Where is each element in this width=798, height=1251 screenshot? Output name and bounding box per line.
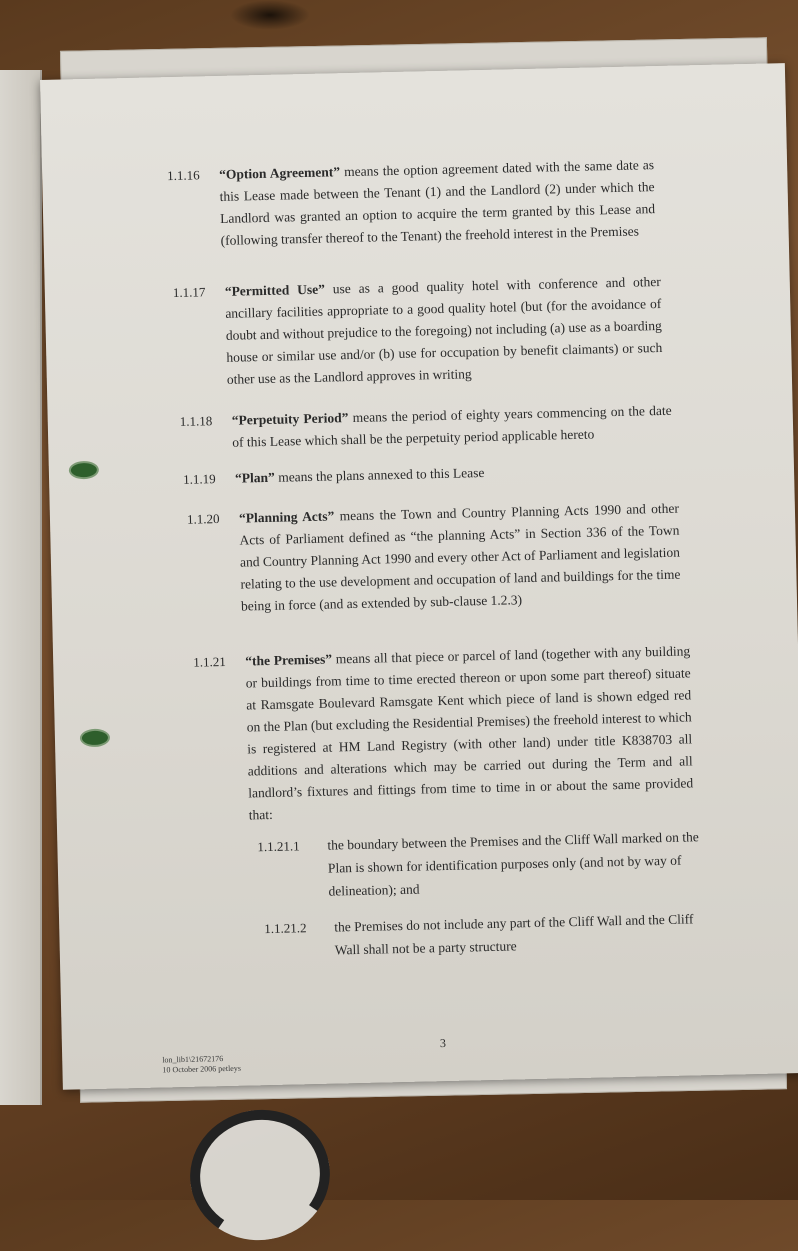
clause-number: 1.1.18 [179,413,213,429]
subclause-text: the Premises do not include any part of the Cliff Wall and the Cliff Wall shall not be a party structure [334,911,694,958]
desk-background [230,0,310,30]
clause-number: 1.1.16 [167,167,200,184]
clause-body: means the Town and Country Planning Acts 1990 and other Acts of Parliament defined as “the planning Acts” in Section 336 of the Town and Country Planning Act 1990 and every other Act of Parliament and legislation relating to the use development and occupation of land and buildings for the time being in force (and as extended by sub-clause 1.2.3) [239,500,681,614]
document-page [40,63,798,1090]
punch-hole-icon [80,729,110,748]
binder-left-page [0,70,42,1105]
clause-body: means all that piece or parcel of land (together with any building or buildings from time to time erected thereon or upon some part thereof) situate at Ramsgate Boulevard Ramsgate Kent which piece of land is shown edged red on the Plan (but excluding the Residential Premises) the freehold interest to which is registered at HM Land Registry (with other land) under title K838703 all additions and alterations which may be carried out during the Term and all landlord’s fixtures and fittings from time to time in or about the same provided that: [245,643,694,823]
clause-term: “Plan” [234,469,276,486]
clause-number: 1.1.17 [172,284,206,301]
clause-term: “Permitted Use” [224,281,326,299]
clause-term: “the Premises” [245,651,333,669]
subclause-number: 1.1.21.2 [264,920,307,937]
clause-number: 1.1.19 [182,471,216,487]
clause-text [245,640,694,826]
clause-body: means the plans annexed to this Lease [274,465,485,485]
footer-date: 10 October 2006 petleys [162,1063,242,1075]
clause-body: means the option agreement dated with the same date as this Lease made between the Tenant (1) and the Landlord (2) under which the Landlord was granted an option to acquire the term granted by this Lease and (following transfer thereof to the Tenant) the freehold interest in the Premises [219,157,656,248]
clause-text [239,498,681,618]
clause-body: means the period of eighty years commencing on the date of this Lease which shall be the perpetuity period applicable hereto [232,402,672,450]
document-footer [162,1054,241,1076]
subclause-number: 1.1.21.1 [257,838,300,855]
subclause-text: the boundary between the Premises and the Cliff Wall marked on the Plan is shown for identification purposes only (and not by way of delineation); and [327,829,699,899]
clause-term: “Perpetuity Period” [231,410,349,428]
clause-term: “Planning Acts” [238,508,335,526]
clause-text [219,154,656,252]
binder-clip [180,1099,340,1251]
clause-text [235,458,675,490]
punch-hole-icon [69,461,99,480]
page-number: 3 [439,1036,447,1051]
footer-reference: lon_lib1\21672176 [162,1054,224,1065]
clause-number: 1.1.21 [193,653,226,670]
clause-text [225,271,663,391]
clause-number: 1.1.20 [186,511,220,527]
clause-body: use as a good quality hotel with conference and other ancillary facilities appropriate to a good quality hotel (but (for the avoidance of doubt and without prejudice to the foregoing) not including (a) use as a boarding house or similar use and/or (b) use for occupation by benefit claimants) or such other use as the Landlord approves in writing [225,273,663,387]
clause-term: “Option Agreement” [219,164,341,182]
clause-text [232,400,673,454]
